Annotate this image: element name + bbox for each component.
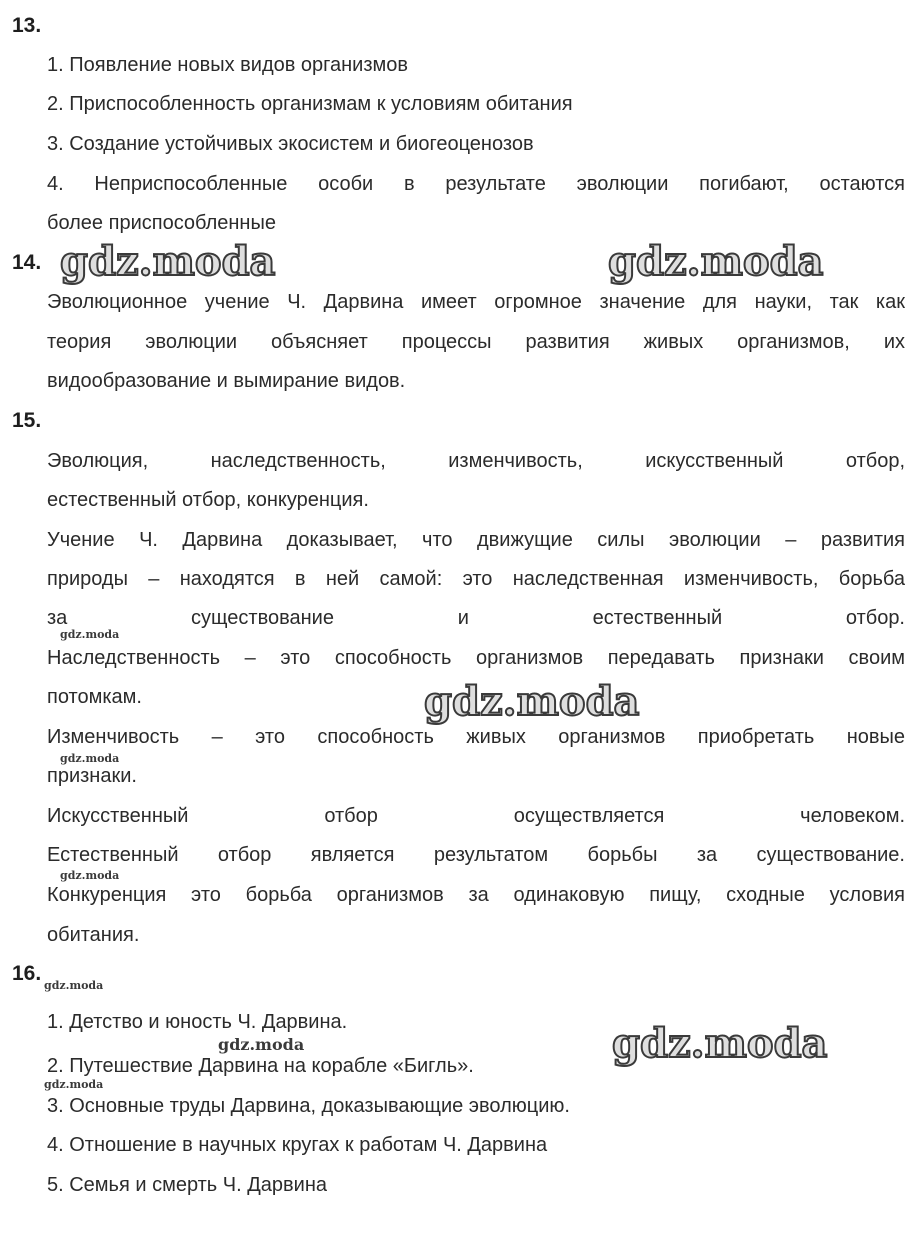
watermark-large: gdz.moda [60,238,276,285]
answer-15-line-12: Конкуренция это борьба организмов за одинаковую пищу, сходные условия [47,884,905,906]
watermark-large: gdz.moda [612,1020,828,1067]
answer-13-item-4-continued: более приспособленные [47,212,276,234]
answer-15-line-7: потомкам. [47,686,142,708]
answer-13-item-2: 2. Приспособленность организмам к условиям обитания [47,93,573,115]
answer-15-line-3: Учение Ч. Дарвина доказывает, что движущие силы эволюции – развития [47,529,905,551]
answer-15-line-8: Изменчивость – это способность живых организмов приобретать новые [47,726,905,748]
watermark-small: gdz.moda [44,979,104,992]
watermark-small: gdz.moda [218,1035,305,1054]
answer-15-line-10: Искусственный отбор осуществляется человеком. [47,805,905,827]
answer-14-line-2: теория эволюции объясняет процессы развития живых организмов, их [47,331,905,353]
question-number-15: 15. [12,409,42,432]
question-number-13: 13. [12,14,42,37]
answer-15-line-9: признаки. [47,765,137,787]
answer-16-item-4: 4. Отношение в научных кругах к работам Ч. Дарвина [47,1134,548,1156]
answer-15-line-13: обитания. [47,924,140,946]
watermark-large: gdz.moda [424,678,640,725]
question-number-16: 16. [12,962,42,985]
answer-13-item-3: 3. Создание устойчивых экосистем и биогеоценозов [47,133,534,155]
answer-14-line-1: Эволюционное учение Ч. Дарвина имеет огромное значение для науки, так как [47,291,905,313]
watermark-small: gdz.moda [60,869,120,882]
answer-13-item-1: 1. Появление новых видов организмов [47,54,409,76]
watermark-large: gdz.moda [608,238,824,285]
question-number-14: 14. [12,251,42,274]
watermark-small: gdz.moda [60,628,120,641]
watermark-small: gdz.moda [60,752,120,765]
answer-15-line-11: Естественный отбор является результатом борьбы за существование. [47,844,905,866]
answer-15-line-5: за существование и естественный отбор. [47,607,905,629]
answer-13-item-4: 4. Неприспособленные особи в результате эволюции погибают, остаются [47,173,905,195]
answer-15-line-1: Эволюция, наследственность, изменчивость, искусственный отбор, [47,450,905,472]
answer-15-line-6: Наследственность – это способность организмов передавать признаки своим [47,647,905,669]
answer-16-item-1: 1. Детство и юность Ч. Дарвина. [47,1011,348,1033]
answer-16-item-3: 3. Основные труды Дарвина, доказывающие эволюцию. [47,1095,570,1117]
answer-16-item-2: 2. Путешествие Дарвина на корабле «Бигль». [47,1055,474,1077]
answer-15-line-2: естественный отбор, конкуренция. [47,489,369,511]
answer-14-line-3: видообразование и вымирание видов. [47,370,406,392]
watermark-small: gdz.moda [44,1078,104,1091]
answer-16-item-5: 5. Семья и смерть Ч. Дарвина [47,1174,327,1196]
answer-15-line-4: природы – находятся в ней самой: это наследственная изменчивость, борьба [47,568,905,590]
